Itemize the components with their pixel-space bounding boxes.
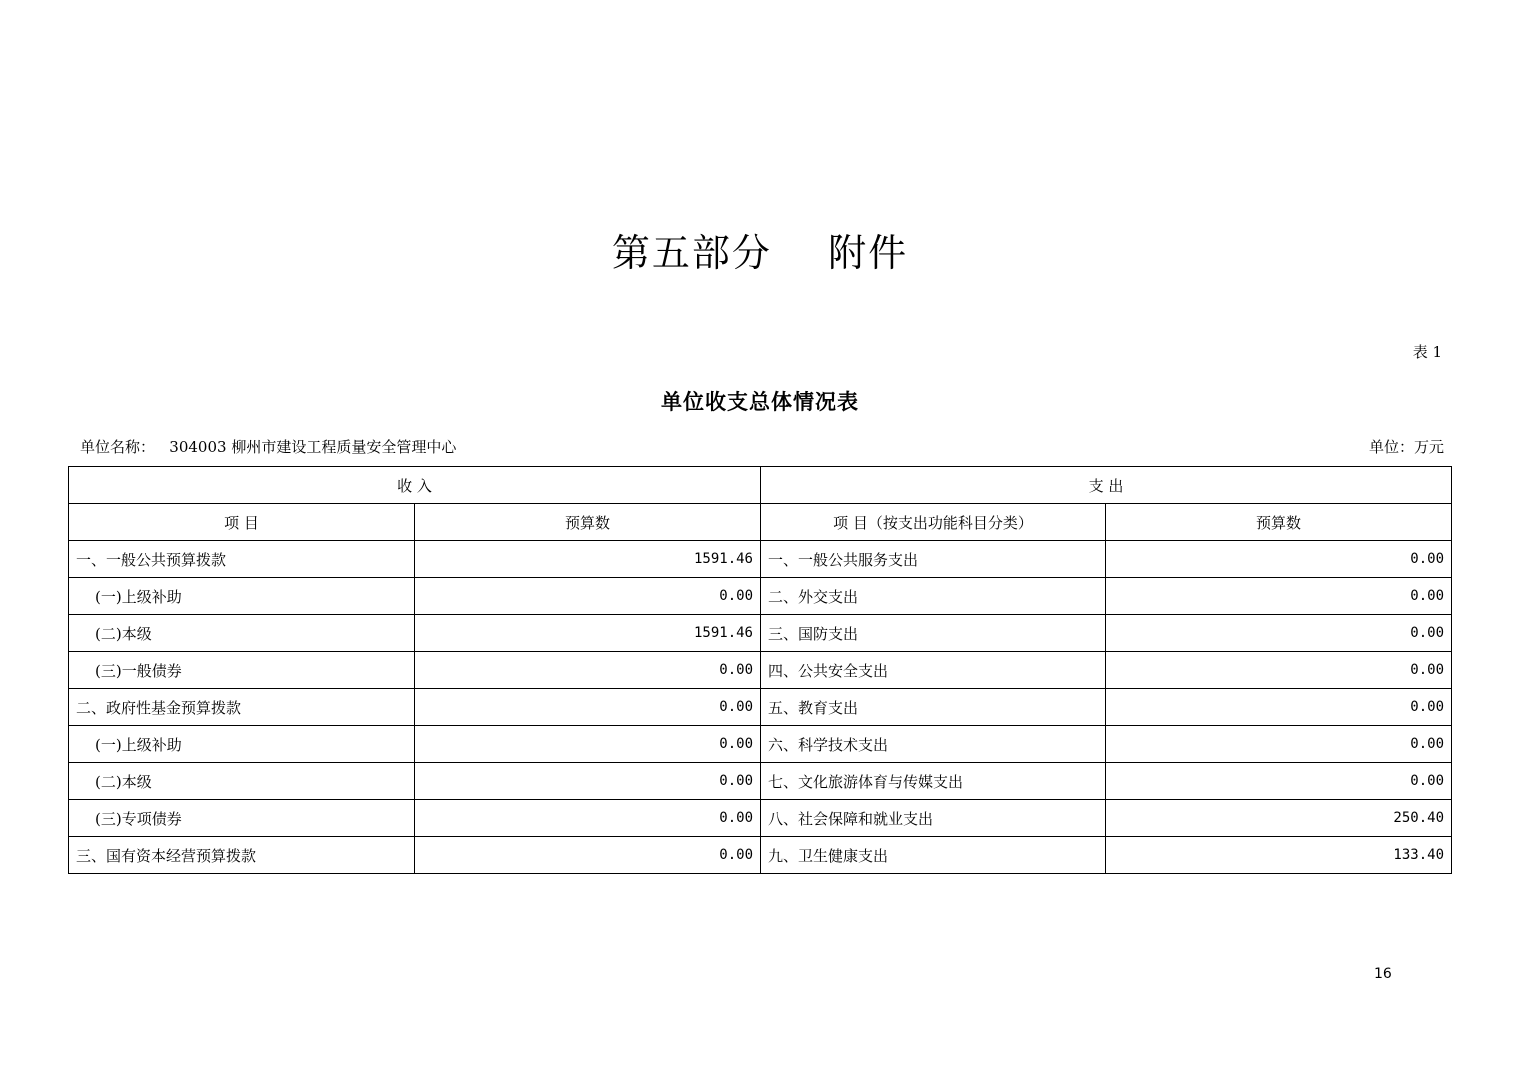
table-row bbox=[69, 578, 1452, 615]
income-item: (一)上级补助 bbox=[69, 726, 415, 763]
income-item: 一、一般公共预算拨款 bbox=[69, 541, 415, 578]
income-value: 0.00 bbox=[415, 578, 761, 615]
expense-value: 0.00 bbox=[1106, 578, 1452, 615]
expense-item: 八、社会保障和就业支出 bbox=[761, 800, 1106, 837]
income-value: 0.00 bbox=[415, 652, 761, 689]
expense-item: 九、卫生健康支出 bbox=[761, 837, 1106, 874]
expense-value: 0.00 bbox=[1106, 652, 1452, 689]
table-row bbox=[69, 726, 1452, 763]
table-header-row bbox=[69, 467, 1452, 504]
table-number: 表 1 bbox=[1412, 343, 1442, 361]
expense-value: 0.00 bbox=[1106, 541, 1452, 578]
expense-item: 六、科学技术支出 bbox=[761, 726, 1106, 763]
expense-item: 一、一般公共服务支出 bbox=[761, 541, 1106, 578]
expense-budget-header: 预算数 bbox=[1106, 504, 1452, 541]
expense-item: 三、国防支出 bbox=[761, 615, 1106, 652]
expense-item: 二、外交支出 bbox=[761, 578, 1106, 615]
budget-table bbox=[68, 466, 1452, 874]
income-value: 0.00 bbox=[415, 800, 761, 837]
income-item: (二)本级 bbox=[69, 615, 415, 652]
expense-item: 五、教育支出 bbox=[761, 689, 1106, 726]
table-row bbox=[69, 652, 1452, 689]
income-item: (三)专项债券 bbox=[69, 800, 415, 837]
income-item: 二、政府性基金预算拨款 bbox=[69, 689, 415, 726]
table-row bbox=[69, 615, 1452, 652]
unit-label: 单位：万元 bbox=[1368, 438, 1444, 456]
income-item: (二)本级 bbox=[69, 763, 415, 800]
unit-name: 单位名称： 304003 柳州市建设工程质量安全管理中心 bbox=[80, 438, 457, 456]
income-value: 1591.46 bbox=[415, 541, 761, 578]
expense-header: 支 出 bbox=[761, 467, 1452, 504]
expense-value: 250.40 bbox=[1106, 800, 1452, 837]
income-item: (三)一般债券 bbox=[69, 652, 415, 689]
expense-value: 0.00 bbox=[1106, 763, 1452, 800]
table-subheader-row bbox=[69, 504, 1452, 541]
expense-value: 0.00 bbox=[1106, 726, 1452, 763]
part-title: 第五部分 附件 bbox=[611, 231, 909, 275]
income-header: 收 入 bbox=[69, 467, 761, 504]
income-budget-header: 预算数 bbox=[415, 504, 761, 541]
income-item-header: 项 目 bbox=[69, 504, 415, 541]
income-value: 0.00 bbox=[415, 763, 761, 800]
table-row bbox=[69, 763, 1452, 800]
expense-value: 133.40 bbox=[1106, 837, 1452, 874]
table-row bbox=[69, 800, 1452, 837]
expense-value: 0.00 bbox=[1106, 615, 1452, 652]
table-row bbox=[69, 541, 1452, 578]
income-value: 1591.46 bbox=[415, 615, 761, 652]
income-value: 0.00 bbox=[415, 837, 761, 874]
table-row bbox=[69, 689, 1452, 726]
page-number: 16 bbox=[1374, 966, 1392, 982]
income-item: (一)上级补助 bbox=[69, 578, 415, 615]
income-item: 三、国有资本经营预算拨款 bbox=[69, 837, 415, 874]
expense-item: 七、文化旅游体育与传媒支出 bbox=[761, 763, 1106, 800]
expense-value: 0.00 bbox=[1106, 689, 1452, 726]
expense-item: 四、公共安全支出 bbox=[761, 652, 1106, 689]
expense-item-header: 项 目（按支出功能科目分类） bbox=[761, 504, 1106, 541]
income-value: 0.00 bbox=[415, 726, 761, 763]
table-row bbox=[69, 837, 1452, 874]
income-value: 0.00 bbox=[415, 689, 761, 726]
table-title: 单位收支总体情况表 bbox=[661, 389, 859, 414]
